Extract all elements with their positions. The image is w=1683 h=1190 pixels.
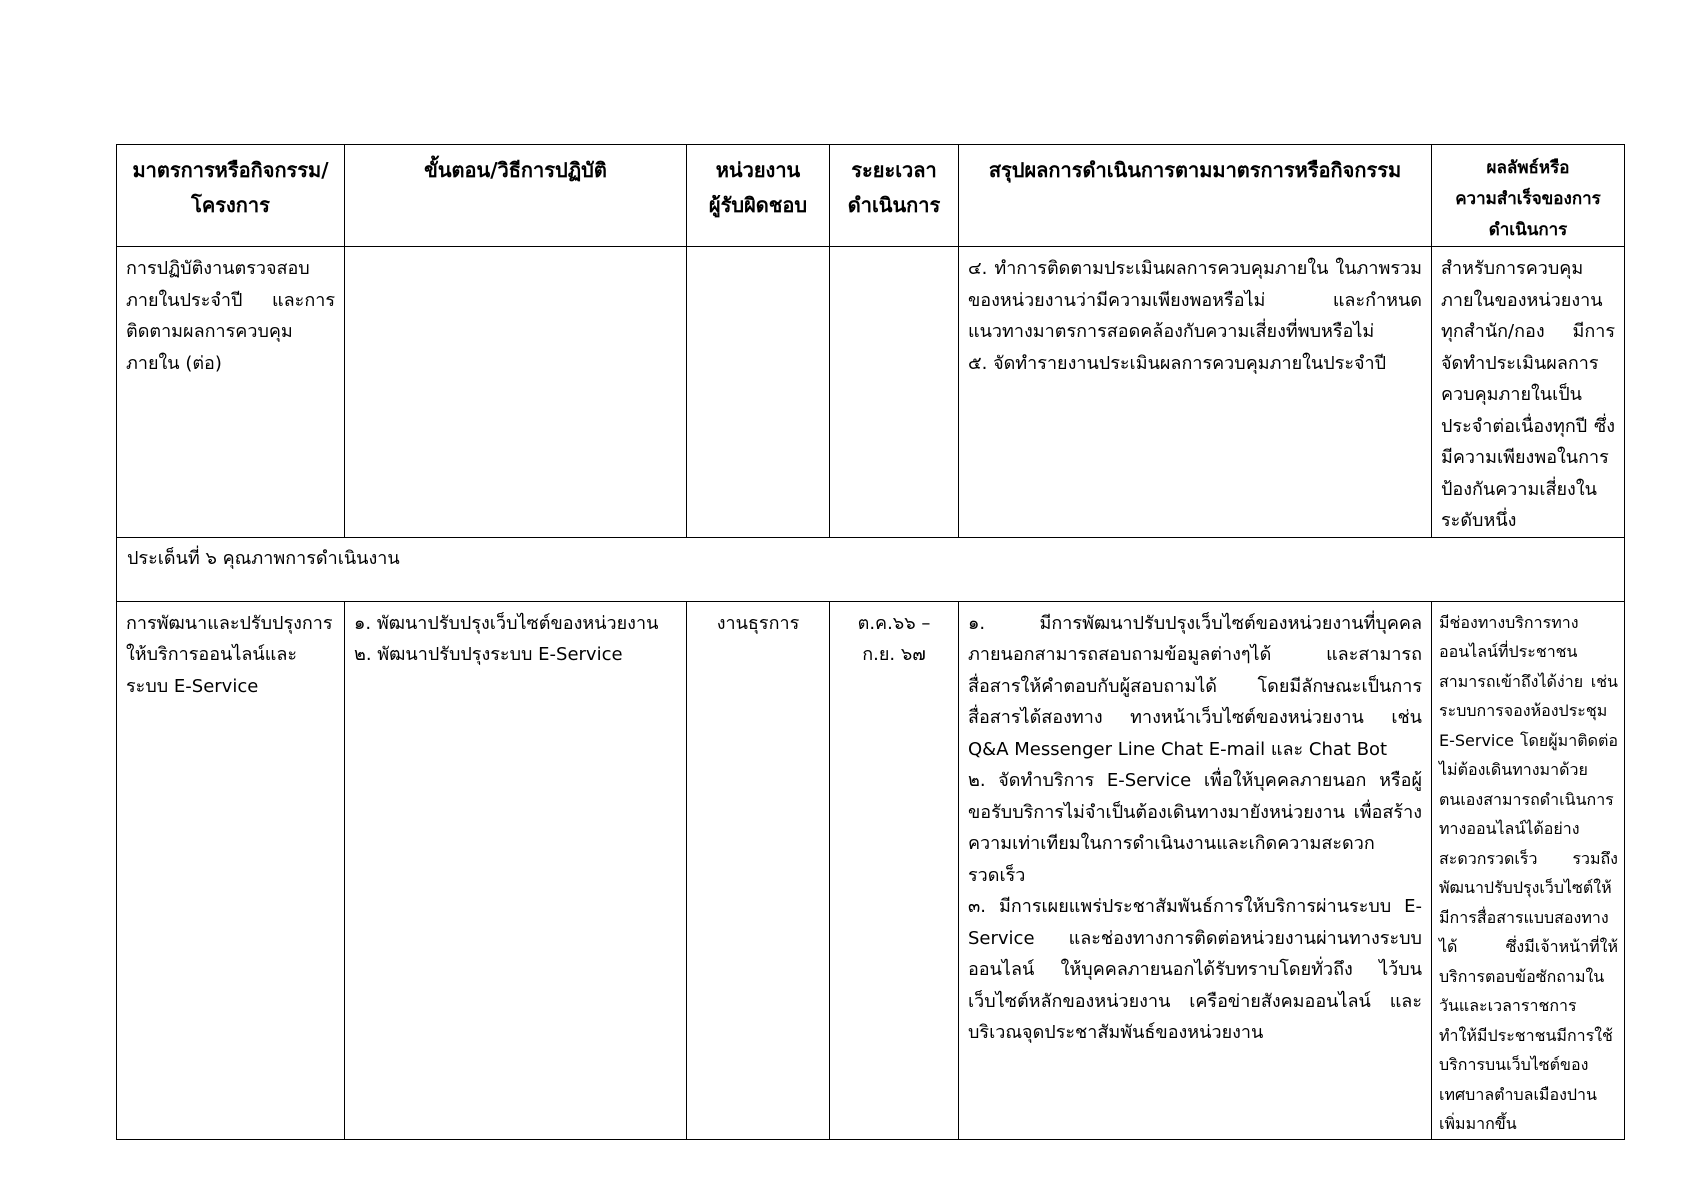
cell-summary: ๔. ทำการติดตามประเมินผลการควบคุมภายใน ในภาพรวมของหน่วยงานว่ามีความเพียงพอหรือไม่ และกำหนดแนวทางมาตรการสอดคล้องกับความเสี่ยงที่พบหรือไม่ ๕. จัดทำรายงานประเมินผลการควบคุมภายในประจำปี bbox=[959, 247, 1432, 538]
cell-unit: งานธุรการ bbox=[687, 601, 830, 1139]
cell-steps bbox=[345, 247, 687, 538]
header-result: ผลลัพธ์หรือ ความสำเร็จของการ ดำเนินการ bbox=[1432, 145, 1625, 247]
cell-result: มีช่องทางบริการทางออนไลน์ที่ประชาชนสามารถเข้าถึงได้ง่าย เช่น ระบบการจองห้องประชุม E-Service โดยผู้มาติดต่อไม่ต้องเดินทางมาด้วยตนเองสามารถดำเนินการทางออนไลน์ได้อย่างสะดวกรวดเร็ว รวมถึงพัฒนาปรับปรุงเว็บไซต์ให้มีการสื่อสารแบบสองทางได้ ซึ่งมีเจ้าหน้าที่ให้บริการตอบข้อซักถามในวันและเวลาราชการ ทำให้มีประชาชนมีการใช้บริการบนเว็บไซต์ของเทศบาลตำบลเมืองปานเพิ่มมากขึ้น bbox=[1432, 601, 1625, 1139]
cell-measure: การปฏิบัติงานตรวจสอบภายในประจำปี และการติดตามผลการควบคุมภายใน (ต่อ) bbox=[117, 247, 345, 538]
cell-steps: ๑. พัฒนาปรับปรุงเว็บไซต์ของหน่วยงาน ๒. พัฒนาปรับปรุงระบบ E-Service bbox=[345, 601, 687, 1139]
header-summary: สรุปผลการดำเนินการตามมาตรการหรือกิจกรรม bbox=[959, 145, 1432, 247]
table-row-audit bbox=[117, 247, 1625, 538]
section-row bbox=[117, 537, 1625, 601]
table-row-eservice bbox=[117, 601, 1625, 1139]
section-title: ประเด็นที่ ๖ คุณภาพการดำเนินงาน bbox=[117, 537, 1625, 601]
header-steps: ขั้นตอน/วิธีการปฏิบัติ bbox=[345, 145, 687, 247]
header-measure: มาตรการหรือกิจกรรม/ โครงการ bbox=[117, 145, 345, 247]
header-row bbox=[117, 145, 1625, 247]
cell-summary: ๑. มีการพัฒนาปรับปรุงเว็บไซต์ของหน่วยงานที่บุคคลภายนอกสามารถสอบถามข้อมูลต่างๆได้ และสามารถสื่อสารให้คำตอบกับผู้สอบถามได้ โดยมีลักษณะเป็นการสื่อสารได้สองทาง ทางหน้าเว็บไซต์ของหน่วยงาน เช่น Q&A Messenger Line Chat E-mail และ Chat Bot ๒. จัดทำบริการ E-Service เพื่อให้บุคคลภายนอก หรือผู้ขอรับบริการไม่จำเป็นต้องเดินทางมายังหน่วยงาน เพื่อสร้างความเท่าเทียมในการดำเนินงานและเกิดความสะดวกรวดเร็ว ๓. มีการเผยแพร่ประชาสัมพันธ์การให้บริการผ่านระบบ E-Service และช่องทางการติดต่อหน่วยงานผ่านทางระบบออนไลน์ ให้บุคคลภายนอกได้รับทราบโดยทั่วถึง ไว้บนเว็บไซต์หลักของหน่วยงาน เครือข่ายสังคมออนไลน์ และบริเวณจุดประชาสัมพันธ์ของหน่วยงาน bbox=[959, 601, 1432, 1139]
cell-result: สำหรับการควบคุมภายในของหน่วยงานทุกสำนัก/กอง มีการจัดทำประเมินผลการควบคุมภายในเป็นประจำต่อเนื่องทุกปี ซึ่งมีความเพียงพอในการป้องกันความเสี่ยงในระดับหนึ่ง bbox=[1432, 247, 1625, 538]
header-unit: หน่วยงาน ผู้รับผิดชอบ bbox=[687, 145, 830, 247]
cell-period: ต.ค.๖๖ – ก.ย. ๖๗ bbox=[830, 601, 959, 1139]
report-table bbox=[116, 144, 1625, 1140]
cell-period bbox=[830, 247, 959, 538]
header-period: ระยะเวลา ดำเนินการ bbox=[830, 145, 959, 247]
cell-unit bbox=[687, 247, 830, 538]
cell-measure: การพัฒนาและปรับปรุงการให้บริการออนไลน์และระบบ E-Service bbox=[117, 601, 345, 1139]
